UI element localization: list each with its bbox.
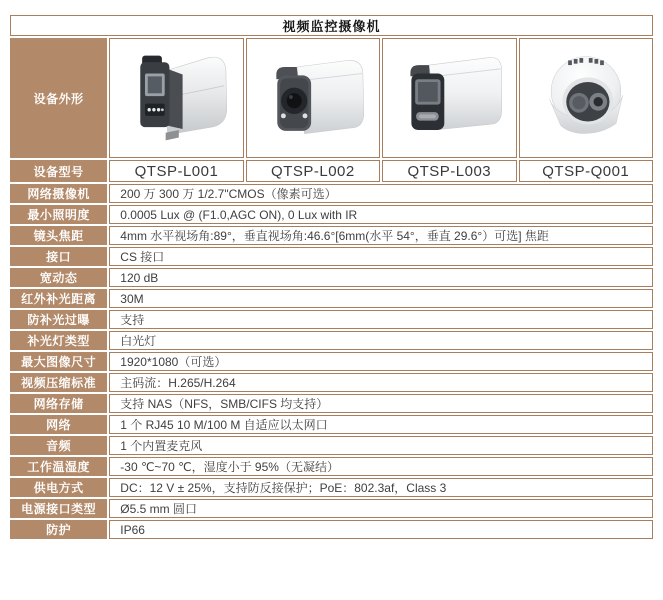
turret-dome-camera-image (523, 42, 649, 154)
spec-value: 1920*1080（可选） (109, 352, 653, 371)
spec-row-wdr (10, 268, 653, 287)
spec-row-max-image-size (10, 352, 653, 371)
bullet-camera-square-lens-image (386, 42, 512, 154)
spec-label: 防补光过曝 (10, 310, 107, 329)
model-name-qtsp-l002: QTSP-L002 (246, 160, 380, 182)
spec-row-network-storage (10, 394, 653, 413)
spec-value: 1 个 RJ45 10 M/100 M 自适应以太网口 (109, 415, 653, 434)
spec-row-focal-length (10, 226, 653, 245)
spec-value: DC：12 V ± 25%，支持防反接保护；PoE：802.3af，Class 3 (109, 478, 653, 497)
spec-label: 接口 (10, 247, 107, 266)
model-name-qtsp-l001: QTSP-L001 (109, 160, 243, 182)
title-row (10, 15, 653, 36)
spec-label: 补光灯类型 (10, 331, 107, 350)
spec-row-anti-overexposure (10, 310, 653, 329)
spec-label: 红外补光距离 (10, 289, 107, 308)
spec-value: 白光灯 (109, 331, 653, 350)
camera-image-cell-qtsp-l003 (382, 38, 516, 158)
spec-row-fill-light-type (10, 331, 653, 350)
spec-row-power-supply (10, 478, 653, 497)
camera-image-cell-qtsp-l001 (109, 38, 243, 158)
spec-label: 视频压缩标准 (10, 373, 107, 392)
device-model-row (10, 160, 653, 182)
spec-row-audio (10, 436, 653, 455)
spec-label: 最小照明度 (10, 205, 107, 224)
spec-label: 镜头焦距 (10, 226, 107, 245)
spec-value: 1 个内置麦克风 (109, 436, 653, 455)
spec-value: 支持 (109, 310, 653, 329)
spec-row-video-compression (10, 373, 653, 392)
spec-label: 网络存储 (10, 394, 107, 413)
spec-row-protection-rating (10, 520, 653, 539)
spec-value: -30 ℃~70 ℃，湿度小于 95%（无凝结） (109, 457, 653, 476)
bullet-camera-round-lens-image (250, 42, 376, 154)
spec-label: 电源接口类型 (10, 499, 107, 518)
spec-row-operating-temp-humidity (10, 457, 653, 476)
camera-spec-table (8, 13, 655, 541)
spec-row-ir-distance (10, 289, 653, 308)
model-name-qtsp-l003: QTSP-L003 (382, 160, 516, 182)
spec-row-interface (10, 247, 653, 266)
spec-row-power-connector-type (10, 499, 653, 518)
spec-value: IP66 (109, 520, 653, 539)
row-label-device-shape: 设备外形 (10, 38, 107, 158)
spec-value: Ø5.5 mm 圆口 (109, 499, 653, 518)
spec-row-min-illumination (10, 205, 653, 224)
spec-label: 供电方式 (10, 478, 107, 497)
bullet-camera-with-led-screen-image (113, 42, 239, 154)
page-title: 视频监控摄像机 (10, 15, 653, 36)
spec-value: 200 万 300 万 1/2.7"CMOS（像素可选） (109, 184, 653, 203)
camera-image-cell-qtsp-q001 (519, 38, 654, 158)
spec-label: 音频 (10, 436, 107, 455)
spec-row-sensor (10, 184, 653, 203)
model-name-qtsp-q001: QTSP-Q001 (519, 160, 654, 182)
row-label-device-model: 设备型号 (10, 160, 107, 182)
spec-value: 120 dB (109, 268, 653, 287)
spec-label: 宽动态 (10, 268, 107, 287)
spec-label: 最大图像尺寸 (10, 352, 107, 371)
spec-value: 主码流：H.265/H.264 (109, 373, 653, 392)
spec-value: 支持 NAS（NFS，SMB/CIFS 均支持） (109, 394, 653, 413)
spec-label: 网络摄像机 (10, 184, 107, 203)
spec-value: 30M (109, 289, 653, 308)
spec-row-network (10, 415, 653, 434)
spec-value: CS 接口 (109, 247, 653, 266)
camera-image-cell-qtsp-l002 (246, 38, 380, 158)
spec-label: 网络 (10, 415, 107, 434)
spec-label: 工作温湿度 (10, 457, 107, 476)
device-shape-row (10, 38, 653, 158)
spec-value: 4mm 水平视场角:89°，垂直视场角:46.6°[6mm(水平 54°，垂直 29.6°）可选] 焦距 (109, 226, 653, 245)
spec-value: 0.0005 Lux @ (F1.0,AGC ON), 0 Lux with IR (109, 205, 653, 224)
spec-label: 防护 (10, 520, 107, 539)
